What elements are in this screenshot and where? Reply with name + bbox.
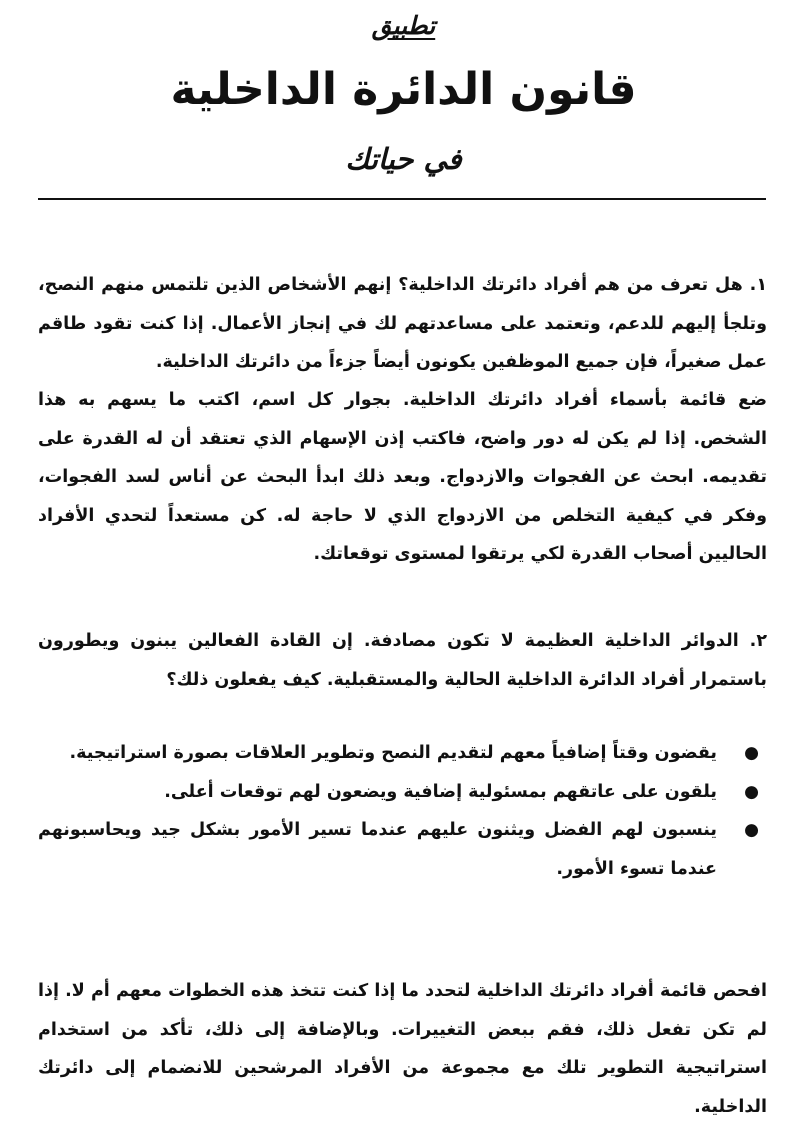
strategy-list xyxy=(38,734,767,888)
paragraph-exercise-2: افحص قائمة أفراد دائرتك الداخلية لتحدد ما إذا كنت تتخذ هذه الخطوات معهم أم لا. إذا لم تكن تفعل ذلك، فقم ببعض التغييرات. وبالإضافة إلى ذلك، تأكد من استخدام استراتيجية التطوير تلك مع مجموعة من الأفراد المرشحين للانضمام إلى دائرتك الداخلية. xyxy=(38,981,767,1117)
list-item xyxy=(38,734,767,773)
section-kicker: تطبيق xyxy=(371,11,436,40)
list-item-text: ينسبون لهم الفضل ويثنون عليهم عندما تسير الأمور بشكل جيد ويحاسبونهم عندما تسوء الأمور. xyxy=(38,820,717,879)
list-item-text: يلقون على عاتقهم بمسئولية إضافية ويضعون لهم توقعات أعلى. xyxy=(164,781,717,802)
paragraph-question-1: ١. هل تعرف من هم أفراد دائرتك الداخلية؟ إنهم الأشخاص الذين تلتمس منهم النصح، وتلجأ إليهم للدعم، وتعتمد على مساعدتهم لك في إنجاز الأعمال. إذا كنت تقود طاقم عمل صغيراً، فإن جميع الموظفين يكونون أيضاً جزءاً من دائرتك الداخلية. xyxy=(38,275,767,372)
paragraph-exercise-1: ضع قائمة بأسماء أفراد دائرتك الداخلية. بجوار كل اسم، اكتب ما يسهم به هذا الشخص. إذا لم يكن له دور واضح، فاكتب إذن الإسهام الذي تعتقد أن له القدرة على تقديمه. ابحث عن الفجوات والازدواج. وبعد ذلك ابدأ البحث عن أناس لسد الفجوات، وفكر في كيفية التخلص من الازدواج الذي لا حاجة له. كن مستعداً لتحدي الأفراد الحاليين أصحاب القدرة لكي يرتقوا لمستوى توقعاتك. xyxy=(38,390,767,564)
list-item xyxy=(38,773,767,812)
list-item-text: يقضون وقتاً إضافياً معهم لتقديم النصح وتطوير العلاقات بصورة استراتيجية. xyxy=(69,743,717,763)
bullet-icon: ● xyxy=(744,781,759,802)
bullet-icon: ● xyxy=(744,820,759,840)
list-item xyxy=(38,811,767,888)
page-title: قانون الدائرة الداخلية xyxy=(170,64,637,115)
page-subtitle: في حياتك xyxy=(345,142,462,176)
bullet-icon: ● xyxy=(744,743,759,763)
paragraph-question-2: ٢. الدوائر الداخلية العظيمة لا تكون مصادفة. إن القادة الفعالين يبنون ويطورون باستمرار أفراد الدائرة الداخلية الحالية والمستقبلية. كيف يفعلون ذلك؟ xyxy=(38,631,767,690)
title-divider xyxy=(38,198,766,200)
